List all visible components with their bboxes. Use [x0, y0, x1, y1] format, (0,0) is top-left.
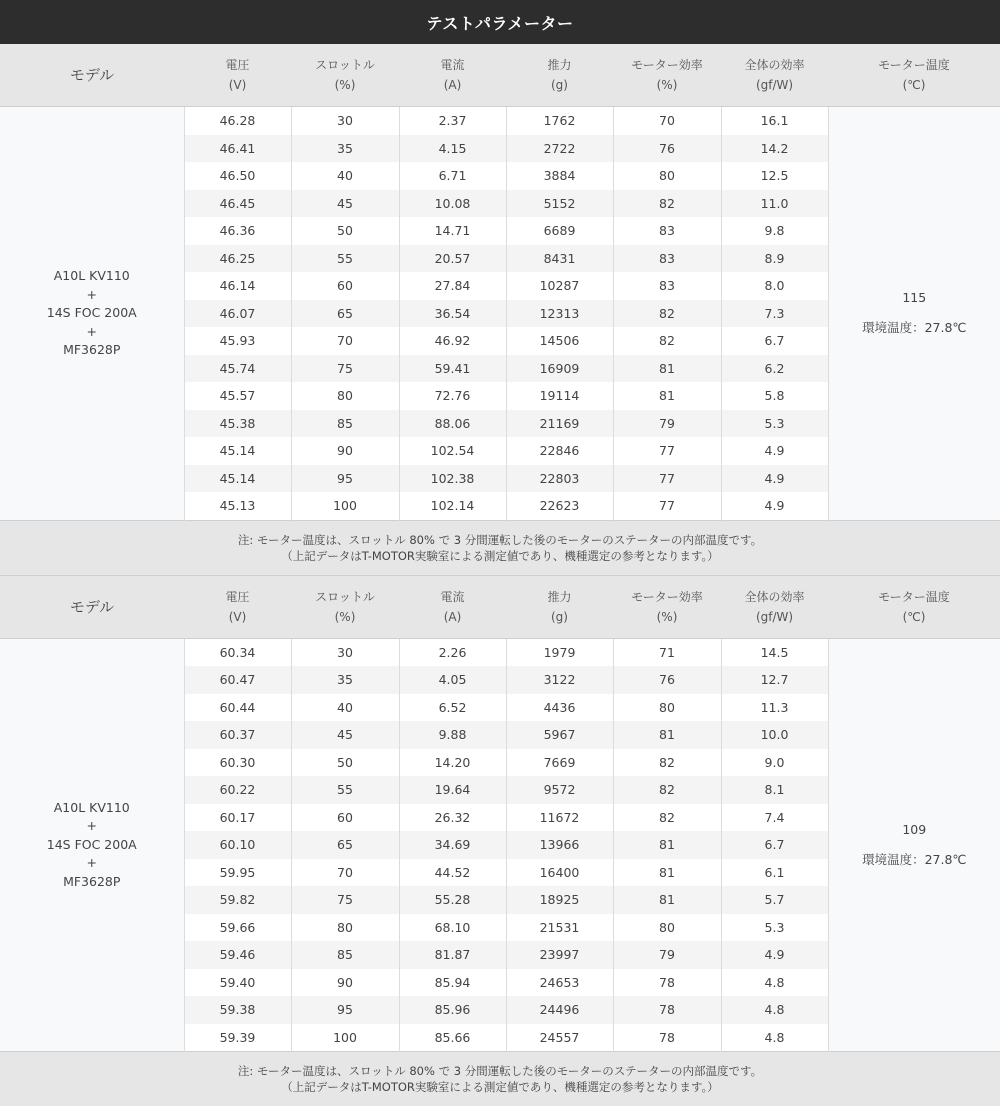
- header-unit: (%): [613, 75, 721, 95]
- header-label: 電流: [399, 55, 506, 75]
- header-label: 電圧: [184, 55, 291, 75]
- motor-efficiency-cell: 81: [613, 859, 721, 887]
- total-efficiency-cell: 5.8: [721, 382, 828, 410]
- header-label: スロットル: [291, 55, 399, 75]
- model-line: MF3628P: [0, 341, 184, 360]
- model-line: +: [0, 817, 184, 836]
- thrust-cell: 12313: [506, 300, 613, 328]
- voltage-cell: 60.37: [184, 721, 291, 749]
- thrust-header: [506, 44, 613, 107]
- motor-efficiency-cell: 71: [613, 638, 721, 666]
- voltage-cell: 60.22: [184, 776, 291, 804]
- total-efficiency-cell: 4.9: [721, 941, 828, 969]
- table-row: [0, 107, 1000, 135]
- current-cell: 102.14: [399, 492, 506, 520]
- voltage-cell: 60.30: [184, 749, 291, 777]
- total-efficiency-cell: 4.8: [721, 969, 828, 997]
- total-efficiency-cell: 12.7: [721, 666, 828, 694]
- motor-efficiency-cell: 80: [613, 694, 721, 722]
- voltage-cell: 46.50: [184, 162, 291, 190]
- ambient-temperature: 環境温度：27.8℃: [829, 845, 1000, 875]
- current-cell: 88.06: [399, 410, 506, 438]
- model-line: A10L KV110: [0, 799, 184, 818]
- thrust-cell: 3884: [506, 162, 613, 190]
- voltage-cell: 45.93: [184, 327, 291, 355]
- throttle-cell: 85: [291, 941, 399, 969]
- motor-efficiency-cell: 76: [613, 135, 721, 163]
- page-title: テストパラメーター: [0, 0, 1000, 44]
- total-efficiency-cell: 6.2: [721, 355, 828, 383]
- throttle-cell: 70: [291, 859, 399, 887]
- header-unit: (gf/W): [721, 607, 828, 627]
- total-efficiency-cell: 10.0: [721, 721, 828, 749]
- throttle-cell: 30: [291, 638, 399, 666]
- voltage-header: [184, 44, 291, 107]
- thrust-cell: 5152: [506, 190, 613, 218]
- current-cell: 68.10: [399, 914, 506, 942]
- test-parameter-table: [0, 44, 1000, 1106]
- total-efficiency-cell: 4.8: [721, 1024, 828, 1052]
- thrust-cell: 11672: [506, 804, 613, 832]
- header-unit: (A): [399, 75, 506, 95]
- throttle-cell: 35: [291, 666, 399, 694]
- total-efficiency-cell: 7.4: [721, 804, 828, 832]
- motor-efficiency-cell: 81: [613, 721, 721, 749]
- current-cell: 85.94: [399, 969, 506, 997]
- total-efficiency-cell: 16.1: [721, 107, 828, 135]
- thrust-cell: 13966: [506, 831, 613, 859]
- motor-temperature: [828, 107, 1000, 521]
- thrust-cell: 24557: [506, 1024, 613, 1052]
- total-efficiency-cell: 4.9: [721, 437, 828, 465]
- header-row: [0, 575, 1000, 638]
- model-line: A10L KV110: [0, 267, 184, 286]
- throttle-cell: 45: [291, 721, 399, 749]
- voltage-cell: 45.57: [184, 382, 291, 410]
- table-row: [0, 638, 1000, 666]
- throttle-header: [291, 44, 399, 107]
- motor-efficiency-cell: 81: [613, 886, 721, 914]
- voltage-cell: 59.38: [184, 996, 291, 1024]
- throttle-cell: 40: [291, 694, 399, 722]
- thrust-cell: 16400: [506, 859, 613, 887]
- current-cell: 85.96: [399, 996, 506, 1024]
- header-unit: (A): [399, 607, 506, 627]
- current-cell: 46.92: [399, 327, 506, 355]
- note-line: （上記データはT-MOTOR実験室による測定値であり、機種選定の参考となります。）: [0, 1079, 1000, 1095]
- current-header: [399, 575, 506, 638]
- thrust-cell: 22846: [506, 437, 613, 465]
- thrust-cell: 10287: [506, 272, 613, 300]
- voltage-cell: 45.14: [184, 437, 291, 465]
- motor-efficiency-cell: 78: [613, 969, 721, 997]
- thrust-cell: 19114: [506, 382, 613, 410]
- model-header: モデル: [0, 575, 184, 638]
- voltage-cell: 60.17: [184, 804, 291, 832]
- voltage-cell: 59.66: [184, 914, 291, 942]
- total-efficiency-cell: 11.0: [721, 190, 828, 218]
- voltage-cell: 46.25: [184, 245, 291, 273]
- voltage-cell: 59.82: [184, 886, 291, 914]
- voltage-cell: 46.41: [184, 135, 291, 163]
- motor-temperature: [828, 638, 1000, 1052]
- total-efficiency-cell: 7.3: [721, 300, 828, 328]
- thrust-cell: 22623: [506, 492, 613, 520]
- current-header: [399, 44, 506, 107]
- measurement-note: [0, 1052, 1000, 1106]
- thrust-cell: 1979: [506, 638, 613, 666]
- motor-efficiency-cell: 80: [613, 914, 721, 942]
- motor-efficiency-cell: 82: [613, 327, 721, 355]
- current-cell: 6.52: [399, 694, 506, 722]
- header-unit: (g): [506, 607, 613, 627]
- header-label: 推力: [506, 55, 613, 75]
- total-efficiency-cell: 5.7: [721, 886, 828, 914]
- header-label: 全体の効率: [721, 55, 828, 75]
- thrust-cell: 21169: [506, 410, 613, 438]
- throttle-cell: 75: [291, 886, 399, 914]
- voltage-cell: 46.07: [184, 300, 291, 328]
- total-efficiency-cell: 4.9: [721, 465, 828, 493]
- motor-efficiency-cell: 78: [613, 1024, 721, 1052]
- note-row: [0, 520, 1000, 575]
- voltage-cell: 45.14: [184, 465, 291, 493]
- motor-efficiency-cell: 81: [613, 355, 721, 383]
- thrust-cell: 14506: [506, 327, 613, 355]
- motor-efficiency-cell: 79: [613, 410, 721, 438]
- total-efficiency-cell: 8.9: [721, 245, 828, 273]
- header-label: 全体の効率: [721, 587, 828, 607]
- header-unit: (%): [291, 607, 399, 627]
- total-efficiency-cell: 5.3: [721, 410, 828, 438]
- voltage-cell: 60.34: [184, 638, 291, 666]
- throttle-cell: 80: [291, 382, 399, 410]
- voltage-cell: 46.14: [184, 272, 291, 300]
- current-cell: 34.69: [399, 831, 506, 859]
- voltage-cell: 60.47: [184, 666, 291, 694]
- total-efficiency-cell: 12.5: [721, 162, 828, 190]
- voltage-cell: 59.95: [184, 859, 291, 887]
- throttle-cell: 95: [291, 996, 399, 1024]
- motor-efficiency-header: [613, 575, 721, 638]
- current-cell: 6.71: [399, 162, 506, 190]
- model-line: MF3628P: [0, 873, 184, 892]
- note-line: 注: モーター温度は、スロットル 80% で 3 分間運転した後のモーターのステーターの内部温度です。: [0, 1063, 1000, 1079]
- thrust-cell: 8431: [506, 245, 613, 273]
- thrust-cell: 22803: [506, 465, 613, 493]
- throttle-cell: 70: [291, 327, 399, 355]
- total-efficiency-cell: 8.0: [721, 272, 828, 300]
- header-unit: (gf/W): [721, 75, 828, 95]
- ambient-temperature: 環境温度：27.8℃: [829, 313, 1000, 343]
- header-label: モーター温度: [828, 587, 1000, 607]
- current-cell: 2.26: [399, 638, 506, 666]
- motor-efficiency-cell: 79: [613, 941, 721, 969]
- current-cell: 4.05: [399, 666, 506, 694]
- voltage-cell: 45.13: [184, 492, 291, 520]
- voltage-cell: 59.39: [184, 1024, 291, 1052]
- current-cell: 102.54: [399, 437, 506, 465]
- total-efficiency-cell: 14.5: [721, 638, 828, 666]
- voltage-cell: 59.46: [184, 941, 291, 969]
- model-name: [0, 638, 184, 1052]
- current-cell: 85.66: [399, 1024, 506, 1052]
- throttle-cell: 45: [291, 190, 399, 218]
- current-cell: 55.28: [399, 886, 506, 914]
- throttle-cell: 90: [291, 437, 399, 465]
- thrust-cell: 24653: [506, 969, 613, 997]
- throttle-cell: 65: [291, 831, 399, 859]
- voltage-header: [184, 575, 291, 638]
- throttle-cell: 55: [291, 776, 399, 804]
- throttle-cell: 60: [291, 272, 399, 300]
- total-efficiency-cell: 6.7: [721, 831, 828, 859]
- model-header: モデル: [0, 44, 184, 107]
- throttle-cell: 100: [291, 1024, 399, 1052]
- throttle-header: [291, 575, 399, 638]
- throttle-cell: 50: [291, 217, 399, 245]
- current-cell: 102.38: [399, 465, 506, 493]
- motor-efficiency-cell: 77: [613, 492, 721, 520]
- total-efficiency-cell: 9.0: [721, 749, 828, 777]
- current-cell: 14.71: [399, 217, 506, 245]
- total-efficiency-cell: 5.3: [721, 914, 828, 942]
- header-unit: (V): [184, 75, 291, 95]
- motor-efficiency-cell: 77: [613, 437, 721, 465]
- current-cell: 72.76: [399, 382, 506, 410]
- throttle-cell: 55: [291, 245, 399, 273]
- motor-efficiency-cell: 82: [613, 300, 721, 328]
- thrust-cell: 6689: [506, 217, 613, 245]
- temperature-value: 115: [829, 283, 1000, 313]
- thrust-cell: 16909: [506, 355, 613, 383]
- throttle-cell: 60: [291, 804, 399, 832]
- header-label: スロットル: [291, 587, 399, 607]
- note-row: [0, 1052, 1000, 1106]
- motor-efficiency-cell: 82: [613, 190, 721, 218]
- thrust-cell: 23997: [506, 941, 613, 969]
- model-line: +: [0, 854, 184, 873]
- current-cell: 2.37: [399, 107, 506, 135]
- header-row: [0, 44, 1000, 107]
- total-efficiency-cell: 4.9: [721, 492, 828, 520]
- motor-efficiency-cell: 78: [613, 996, 721, 1024]
- voltage-cell: 45.74: [184, 355, 291, 383]
- throttle-cell: 40: [291, 162, 399, 190]
- motor-temperature-header: [828, 44, 1000, 107]
- current-cell: 26.32: [399, 804, 506, 832]
- header-label: モーター効率: [613, 55, 721, 75]
- throttle-cell: 80: [291, 914, 399, 942]
- note-line: 注: モーター温度は、スロットル 80% で 3 分間運転した後のモーターのステーターの内部温度です。: [0, 532, 1000, 548]
- current-cell: 4.15: [399, 135, 506, 163]
- model-line: +: [0, 323, 184, 342]
- model-line: 14S FOC 200A: [0, 836, 184, 855]
- header-label: 推力: [506, 587, 613, 607]
- motor-efficiency-cell: 81: [613, 831, 721, 859]
- voltage-cell: 59.40: [184, 969, 291, 997]
- total-efficiency-cell: 9.8: [721, 217, 828, 245]
- model-line: 14S FOC 200A: [0, 304, 184, 323]
- total-efficiency-cell: 11.3: [721, 694, 828, 722]
- thrust-cell: 18925: [506, 886, 613, 914]
- header-unit: (%): [291, 75, 399, 95]
- model-name: [0, 107, 184, 521]
- thrust-cell: 2722: [506, 135, 613, 163]
- thrust-cell: 5967: [506, 721, 613, 749]
- thrust-cell: 4436: [506, 694, 613, 722]
- throttle-cell: 85: [291, 410, 399, 438]
- header-unit: (℃): [828, 607, 1000, 627]
- voltage-cell: 60.10: [184, 831, 291, 859]
- motor-efficiency-cell: 83: [613, 245, 721, 273]
- throttle-cell: 75: [291, 355, 399, 383]
- motor-efficiency-header: [613, 44, 721, 107]
- motor-efficiency-cell: 82: [613, 804, 721, 832]
- throttle-cell: 90: [291, 969, 399, 997]
- header-label: 電圧: [184, 587, 291, 607]
- current-cell: 81.87: [399, 941, 506, 969]
- voltage-cell: 60.44: [184, 694, 291, 722]
- throttle-cell: 95: [291, 465, 399, 493]
- throttle-cell: 65: [291, 300, 399, 328]
- total-efficiency-header: [721, 44, 828, 107]
- current-cell: 20.57: [399, 245, 506, 273]
- voltage-cell: 46.45: [184, 190, 291, 218]
- thrust-cell: 9572: [506, 776, 613, 804]
- total-efficiency-cell: 6.1: [721, 859, 828, 887]
- header-label: モーター効率: [613, 587, 721, 607]
- total-efficiency-cell: 4.8: [721, 996, 828, 1024]
- current-cell: 59.41: [399, 355, 506, 383]
- thrust-cell: 1762: [506, 107, 613, 135]
- measurement-note: [0, 520, 1000, 575]
- current-cell: 27.84: [399, 272, 506, 300]
- current-cell: 36.54: [399, 300, 506, 328]
- total-efficiency-cell: 8.1: [721, 776, 828, 804]
- motor-efficiency-cell: 82: [613, 749, 721, 777]
- throttle-cell: 50: [291, 749, 399, 777]
- motor-efficiency-cell: 83: [613, 217, 721, 245]
- throttle-cell: 35: [291, 135, 399, 163]
- motor-efficiency-cell: 80: [613, 162, 721, 190]
- temperature-value: 109: [829, 815, 1000, 845]
- current-cell: 44.52: [399, 859, 506, 887]
- motor-efficiency-cell: 70: [613, 107, 721, 135]
- header-unit: (%): [613, 607, 721, 627]
- header-unit: (V): [184, 607, 291, 627]
- header-unit: (℃): [828, 75, 1000, 95]
- model-line: +: [0, 286, 184, 305]
- motor-efficiency-cell: 77: [613, 465, 721, 493]
- motor-efficiency-cell: 82: [613, 776, 721, 804]
- motor-efficiency-cell: 76: [613, 666, 721, 694]
- total-efficiency-header: [721, 575, 828, 638]
- note-line: （上記データはT-MOTOR実験室による測定値であり、機種選定の参考となります。）: [0, 548, 1000, 564]
- motor-efficiency-cell: 81: [613, 382, 721, 410]
- motor-temperature-header: [828, 575, 1000, 638]
- total-efficiency-cell: 6.7: [721, 327, 828, 355]
- voltage-cell: 46.28: [184, 107, 291, 135]
- throttle-cell: 30: [291, 107, 399, 135]
- thrust-cell: 3122: [506, 666, 613, 694]
- header-label: 電流: [399, 587, 506, 607]
- current-cell: 14.20: [399, 749, 506, 777]
- thrust-cell: 24496: [506, 996, 613, 1024]
- thrust-cell: 7669: [506, 749, 613, 777]
- current-cell: 10.08: [399, 190, 506, 218]
- voltage-cell: 45.38: [184, 410, 291, 438]
- header-unit: (g): [506, 75, 613, 95]
- motor-efficiency-cell: 83: [613, 272, 721, 300]
- header-label: モーター温度: [828, 55, 1000, 75]
- current-cell: 9.88: [399, 721, 506, 749]
- voltage-cell: 46.36: [184, 217, 291, 245]
- thrust-cell: 21531: [506, 914, 613, 942]
- throttle-cell: 100: [291, 492, 399, 520]
- total-efficiency-cell: 14.2: [721, 135, 828, 163]
- current-cell: 19.64: [399, 776, 506, 804]
- thrust-header: [506, 575, 613, 638]
